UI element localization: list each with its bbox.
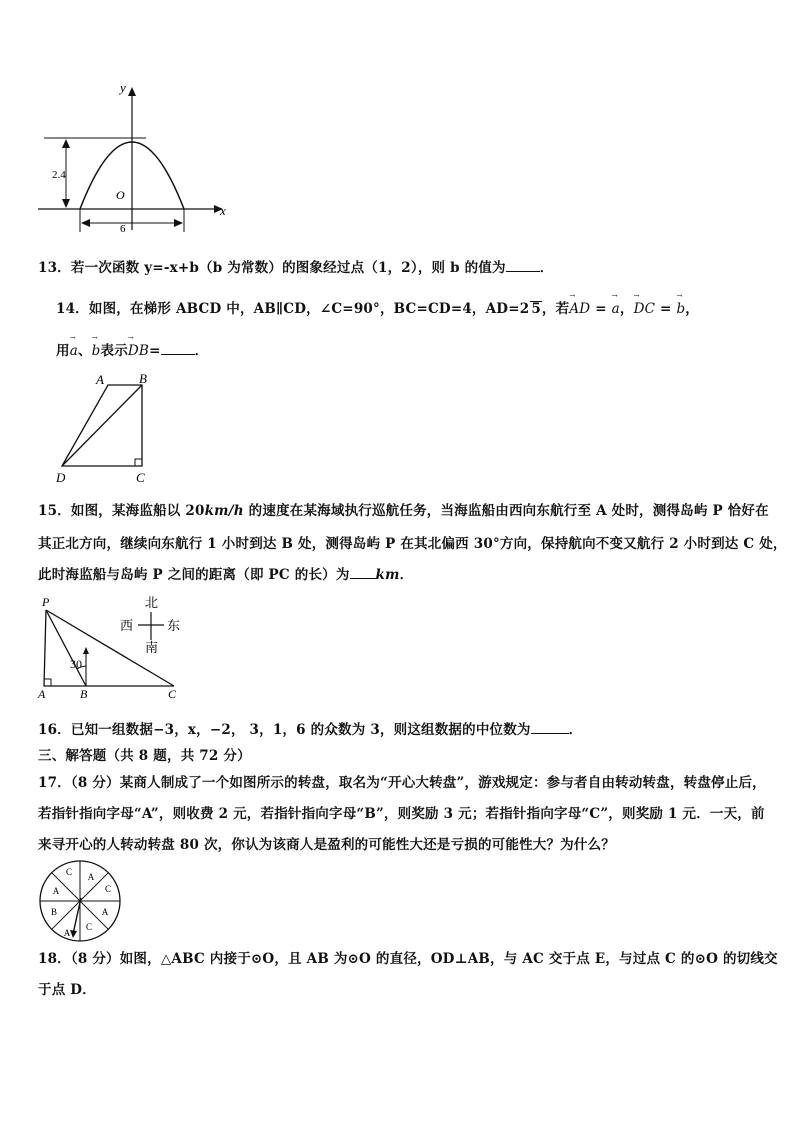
q14-sqrt: 5 — [531, 301, 541, 317]
nav-label-c: C — [168, 687, 177, 701]
q16-answer-blank — [531, 721, 569, 734]
q14-line1 — [56, 297, 699, 317]
q14-comma-end: ， — [685, 301, 699, 317]
q15-unit: km/h — [204, 503, 244, 519]
q15-end: ． — [399, 567, 414, 583]
q14-vector-db: → DB — [128, 343, 149, 359]
nav-label-p: P — [42, 595, 50, 609]
trapezoid-label-b: B — [139, 371, 147, 386]
spinner-wheel-figure — [37, 858, 123, 944]
q14-vector-b: → b — [676, 301, 685, 317]
q13-answer-blank — [506, 259, 540, 272]
q14-equals: = — [590, 301, 612, 317]
trapezoid-label-a: A — [96, 372, 104, 387]
navigation-figure — [34, 590, 234, 702]
q15-line2: 其正北方向，继续向东航行 1 小时到达 B 处，测得岛屿 P 在其北偏西 30°方向，保持航向不变又航行 2 小时到达 C 处， — [38, 536, 787, 552]
trapezoid-label-d: D — [56, 470, 66, 485]
wheel-sector-label: C — [104, 884, 112, 894]
parabola-x-label: x — [220, 203, 226, 218]
wheel-sector-label: A — [63, 928, 71, 938]
parabola-origin-label: O — [116, 188, 125, 202]
parabola-figure — [34, 80, 234, 235]
q17-line2: 若指针指向字母“A”，则收费 2 元，若指针指向字母“B”，则奖励 3 元；若指针指向字母“C”，则奖励 1 元．一天，前 — [38, 806, 765, 822]
q14-end: ． — [194, 343, 209, 359]
q14-vector-dc: → DC — [634, 301, 656, 317]
q16-text: 16．已知一组数据−3，x，−2， 3，1，6 的众数为 3，则这组数据的中位数为 — [38, 722, 531, 738]
q15-line3 — [38, 563, 413, 583]
compass-west: 西 — [120, 618, 134, 633]
wheel-sector-label: C — [65, 867, 73, 877]
q16-end: ． — [568, 722, 583, 738]
q13-line — [38, 256, 553, 276]
q14-use: 用 — [56, 343, 70, 359]
q15-answer-blank — [350, 566, 376, 579]
q14-line2 — [56, 339, 208, 359]
q16-line — [38, 718, 582, 738]
q14-represent: 表示 — [100, 343, 128, 359]
nav-label-b: B — [80, 687, 88, 701]
wheel-sector-label: A — [101, 907, 109, 917]
q14-text: 14．如图，在梯形 ABCD 中，AB∥CD，∠C=90°，BC=CD=4，AD=2 — [56, 301, 530, 317]
q15-text-1b: 的速度在某海域执行巡航任务，当海监船由西向东航行至 A 处时，测得岛屿 P 恰好在 — [243, 503, 769, 519]
q15-text-1a: 15．如图，某海监船以 20 — [38, 503, 205, 519]
trapezoid-figure — [50, 370, 160, 485]
wheel-sector-label: A — [87, 872, 95, 882]
q14-text-if: ，若 — [541, 301, 570, 317]
compass-east: 东 — [167, 618, 181, 633]
q14-vector-a: → a — [612, 301, 620, 317]
q18-line1: 18．（8 分）如图，△ABC 内接于⊙O，且 AB 为⊙O 的直径，OD⊥AB，与 AC 交于点 E，与过点 C 的⊙O 的切线交 — [38, 951, 778, 967]
q14-use-b: → b — [92, 343, 101, 359]
q15-km: km — [375, 567, 400, 583]
q17-line1: 17．（8 分）某商人制成了一个如图所示的转盘，取名为“开心大转盘”，游戏规定：参与者自由转动转盘，转盘停止后， — [38, 775, 766, 791]
q13-text: 13．若一次函数 y=-x+b（b 为常数）的图象经过点（1，2），则 b 的值为 — [38, 260, 506, 276]
wheel-sector-label: C — [85, 922, 93, 932]
q15-text-3a: 此时海监船与岛屿 P 之间的距离（即 PC 的长）为 — [38, 567, 350, 583]
compass-south: 南 — [145, 640, 159, 655]
q14-equals-2: = — [655, 301, 677, 317]
trapezoid-label-c: C — [136, 470, 145, 485]
q17-line3: 来寻开心的人转动转盘 80 次，你认为该商人是盈利的可能性大还是亏损的可能性大？为什么？ — [38, 837, 615, 853]
nav-label-a: A — [38, 687, 46, 701]
wheel-sector-label: A — [52, 886, 60, 896]
wheel-sector-label: B — [50, 907, 58, 917]
q14-equals-3: = — [149, 343, 161, 359]
nav-angle-label: 30 — [70, 657, 82, 671]
section-3-heading: 三、解答题（共 8 题，共 72 分） — [38, 748, 251, 764]
q14-comma: ， — [619, 301, 634, 317]
q14-and: 、 — [77, 343, 92, 359]
parabola-y-label: y — [120, 80, 126, 95]
q15-line1 — [38, 499, 769, 519]
parabola-width-label: 6 — [120, 223, 126, 235]
q13-end: ． — [539, 260, 554, 276]
q18-line2: 于点 D． — [38, 982, 96, 998]
q14-vector-ad: → AD — [569, 301, 590, 317]
parabola-height-label: 2.4 — [52, 169, 66, 181]
q14-answer-blank — [161, 342, 195, 355]
compass-north: 北 — [145, 595, 159, 610]
q14-use-a: → a — [70, 343, 78, 359]
